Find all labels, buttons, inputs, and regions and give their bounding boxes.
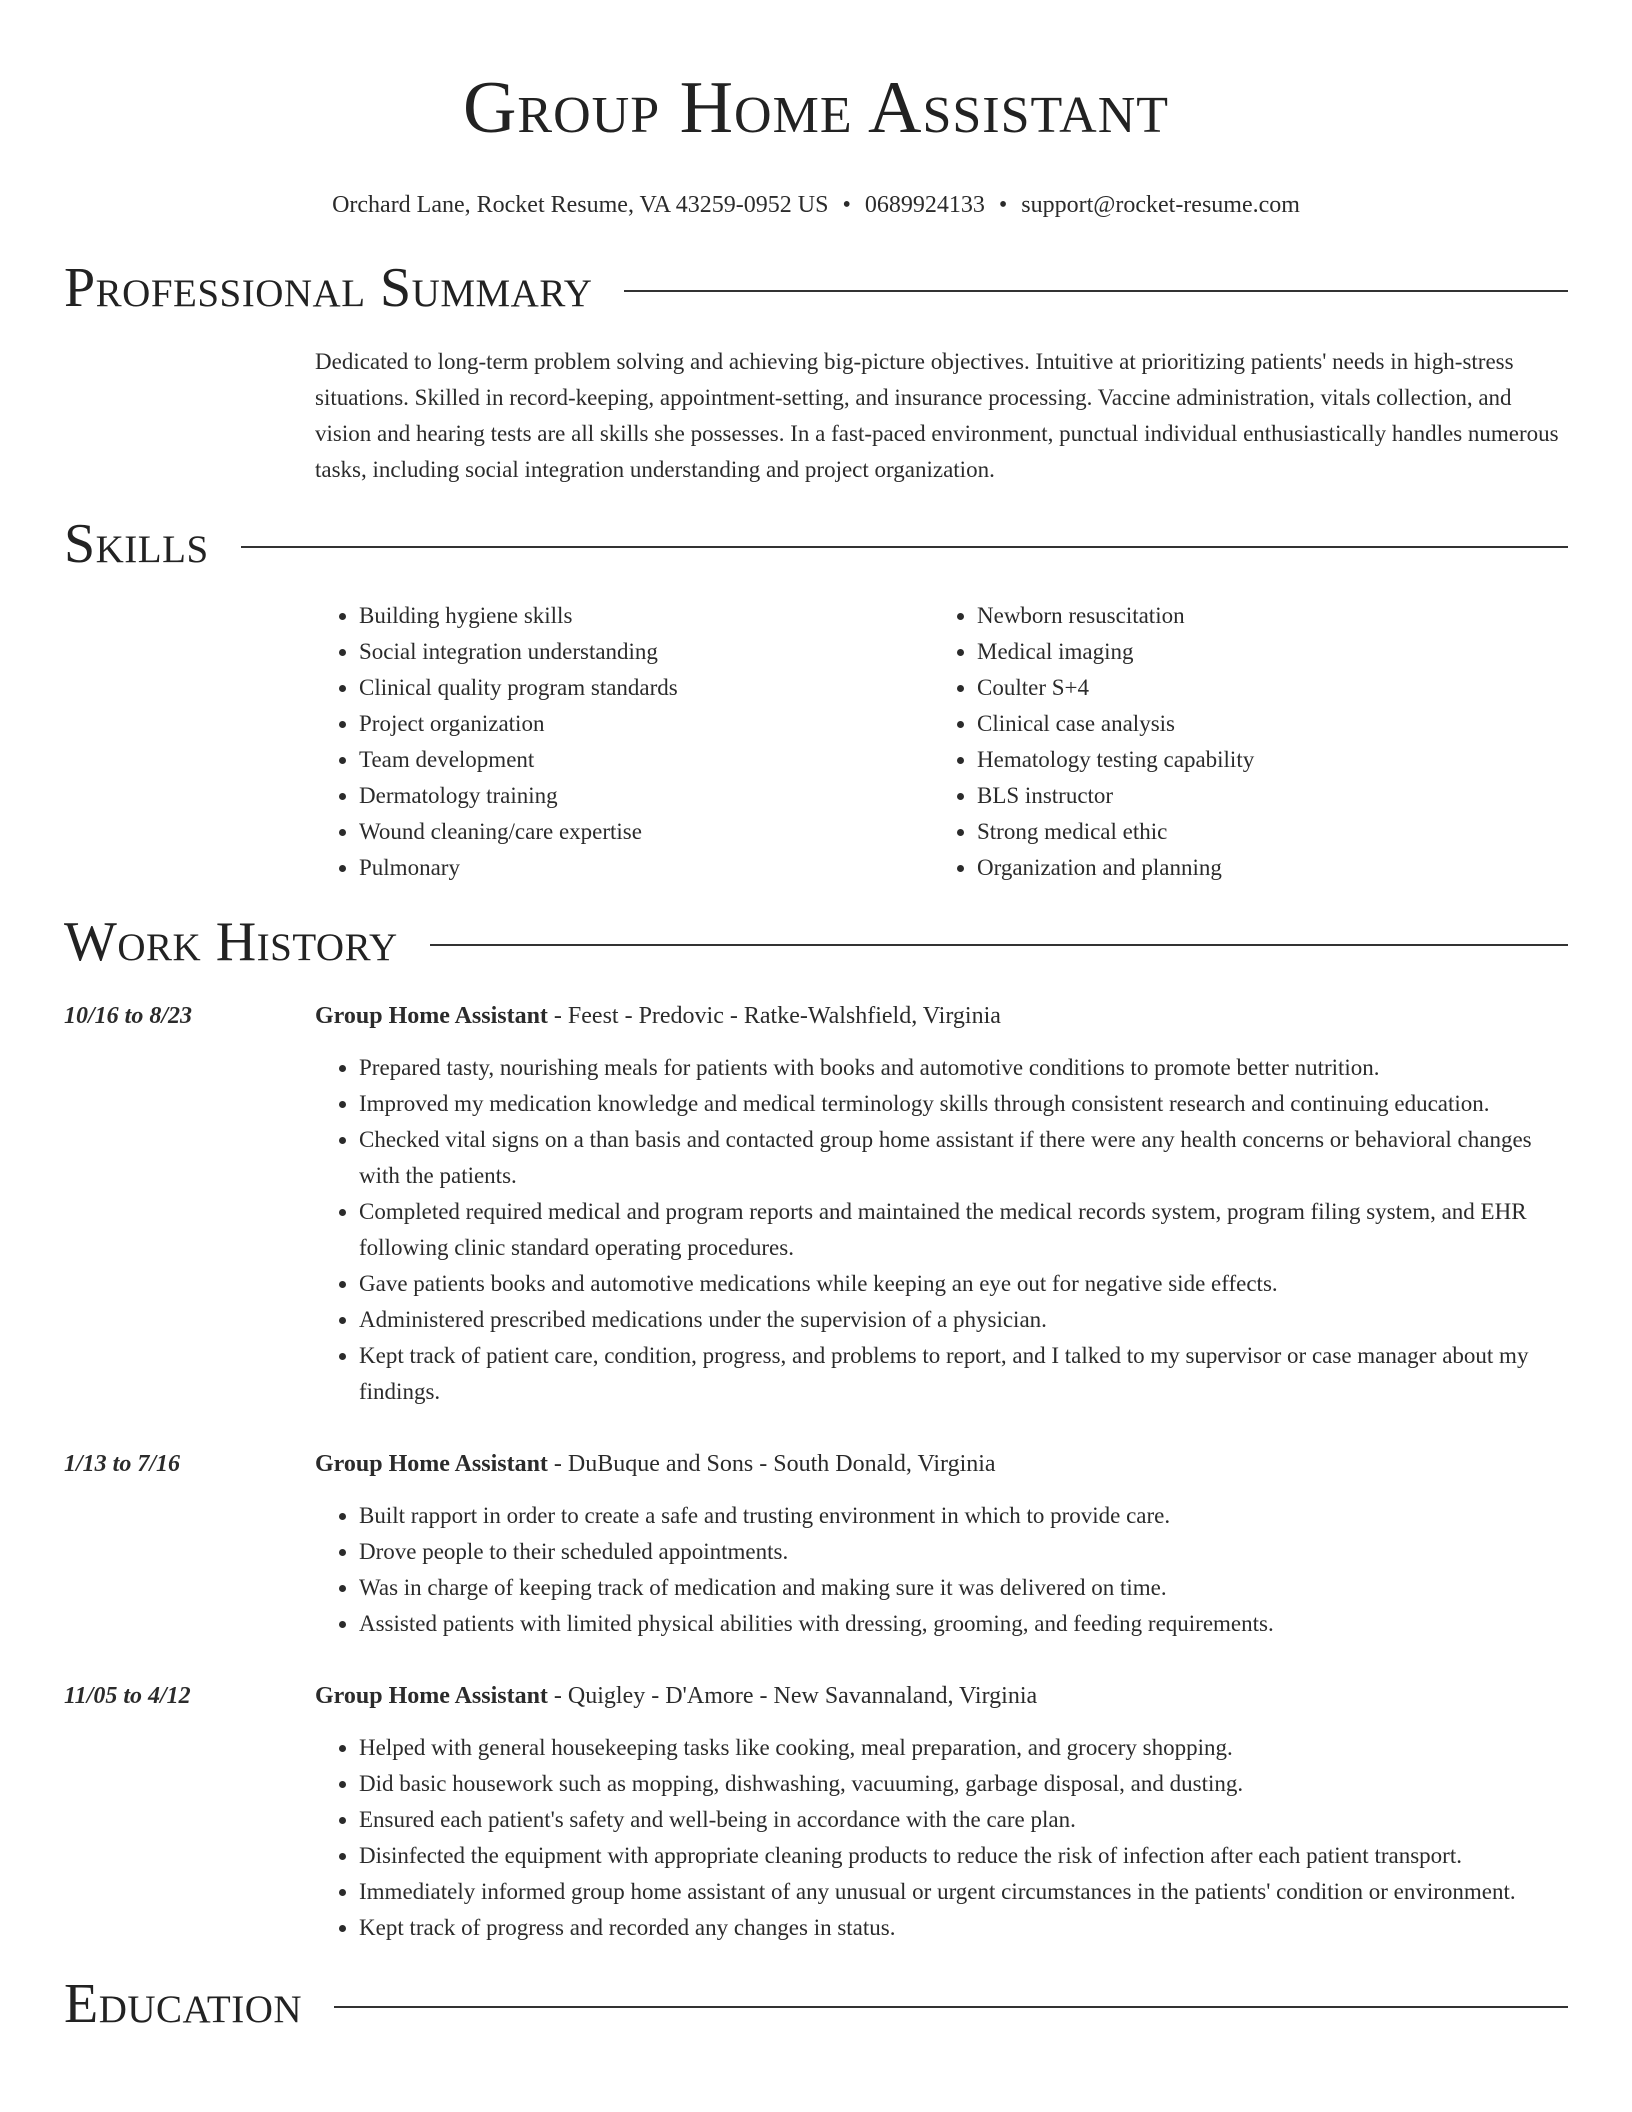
resume-name: Group Home Assistant bbox=[462, 67, 1170, 149]
job-bullet: • Administered prescribed medications under the supervision of a physician. bbox=[359, 1302, 1568, 1338]
job-bullet: • Built rapport in order to create a safe and trusting environment in which to provide care. bbox=[359, 1498, 1568, 1534]
job-entry bbox=[64, 998, 1568, 1410]
section-divider bbox=[241, 546, 1568, 548]
contact-address: Orchard Lane, Rocket Resume, VA 43259-0952 US bbox=[332, 192, 829, 218]
contact-line bbox=[64, 190, 1568, 220]
job-bullet: • Checked vital signs on a than basis and contacted group home assistant if there were any health concerns or behavioral changes with the patients. bbox=[359, 1122, 1568, 1194]
education-heading: Education bbox=[64, 1973, 303, 2035]
job-bullet: • Prepared tasty, nourishing meals for patients with books and automotive conditions to promote better nutrition. bbox=[359, 1050, 1568, 1086]
skill-item: • Building hygiene skills bbox=[359, 598, 933, 634]
skill-item: • Coulter S+4 bbox=[977, 670, 1551, 706]
skill-item: • BLS instructor bbox=[977, 778, 1551, 814]
job-title: Group Home Assistant bbox=[315, 1003, 548, 1029]
resume-page bbox=[64, 0, 1568, 2036]
summary-section-header bbox=[64, 256, 1568, 320]
job-title-line bbox=[315, 1678, 1568, 1714]
skills-column-left bbox=[315, 598, 933, 886]
job-bullet: • Assisted patients with limited physical abilities with dressing, grooming, and feeding requirements. bbox=[359, 1606, 1568, 1642]
skill-item: • Social integration understanding bbox=[359, 634, 933, 670]
skill-item: • Strong medical ethic bbox=[977, 814, 1551, 850]
contact-email: support@rocket-resume.com bbox=[1021, 192, 1300, 218]
work-section-header bbox=[64, 910, 1568, 974]
job-body bbox=[315, 1678, 1568, 1946]
skill-item: • Clinical quality program standards bbox=[359, 670, 933, 706]
skill-item: • Dermatology training bbox=[359, 778, 933, 814]
job-bullet: • Kept track of patient care, condition, progress, and problems to report, and I talked to my supervisor or case manager about my findings. bbox=[359, 1338, 1568, 1410]
skill-item: • Medical imaging bbox=[977, 634, 1551, 670]
skill-item: • Wound cleaning/care expertise bbox=[359, 814, 933, 850]
skills-list bbox=[315, 598, 1568, 886]
job-bullet: • Completed required medical and program reports and maintained the medical records system, program filing system, and EHR following clinic standard operating procedures. bbox=[359, 1194, 1568, 1266]
job-employer: - Feest - Predovic - Ratke-Walshfield, Virginia bbox=[547, 1003, 1001, 1029]
section-divider bbox=[334, 2006, 1568, 2008]
job-bullet: • Drove people to their scheduled appointments. bbox=[359, 1534, 1568, 1570]
skills-column-right bbox=[933, 598, 1551, 886]
job-bullet: • Did basic housework such as mopping, dishwashing, vacuuming, garbage disposal, and dusting. bbox=[359, 1766, 1568, 1802]
job-title-line bbox=[315, 1446, 1568, 1482]
skill-item: • Newborn resuscitation bbox=[977, 598, 1551, 634]
job-title-line bbox=[315, 998, 1568, 1034]
skills-heading: Skills bbox=[64, 513, 209, 575]
work-heading: Work History bbox=[64, 911, 398, 973]
summary-heading: Professional Summary bbox=[64, 257, 593, 319]
job-entry bbox=[64, 1446, 1568, 1642]
job-dates: 11/05 to 4/12 bbox=[64, 1683, 191, 1709]
job-dates: 1/13 to 7/16 bbox=[64, 1451, 181, 1477]
section-divider bbox=[624, 290, 1568, 292]
job-employer: - DuBuque and Sons - South Donald, Virginia bbox=[547, 1451, 996, 1477]
contact-phone: 0689924133 bbox=[864, 192, 985, 218]
job-bullet: • Helped with general housekeeping tasks like cooking, meal preparation, and grocery shopping. bbox=[359, 1730, 1568, 1766]
skill-item: • Project organization bbox=[359, 706, 933, 742]
skill-item: • Clinical case analysis bbox=[977, 706, 1551, 742]
skills-section-header bbox=[64, 512, 1568, 576]
job-title: Group Home Assistant bbox=[315, 1451, 548, 1477]
job-bullet: • Improved my medication knowledge and medical terminology skills through consistent research and continuing education. bbox=[359, 1086, 1568, 1122]
skill-item: • Team development bbox=[359, 742, 933, 778]
job-bullet: • Immediately informed group home assistant of any unusual or urgent circumstances in the patients' condition or environment. bbox=[359, 1874, 1568, 1910]
job-bullets bbox=[315, 1050, 1568, 1410]
job-bullet: • Was in charge of keeping track of medication and making sure it was delivered on time. bbox=[359, 1570, 1568, 1606]
job-bullet: • Disinfected the equipment with appropriate cleaning products to reduce the risk of infection after each patient transport. bbox=[359, 1838, 1568, 1874]
contact-separator: • bbox=[842, 192, 851, 218]
job-bullets bbox=[315, 1730, 1568, 1946]
job-bullets bbox=[315, 1498, 1568, 1642]
job-title: Group Home Assistant bbox=[315, 1683, 548, 1709]
job-entry bbox=[64, 1678, 1568, 1946]
skill-item: • Organization and planning bbox=[977, 850, 1551, 886]
job-bullet: • Ensured each patient's safety and well-being in accordance with the care plan. bbox=[359, 1802, 1568, 1838]
job-body bbox=[315, 1446, 1568, 1642]
section-divider bbox=[430, 944, 1568, 946]
skill-item: • Hematology testing capability bbox=[977, 742, 1551, 778]
contact-separator: • bbox=[998, 192, 1008, 218]
job-body bbox=[315, 998, 1568, 1410]
job-employer: - Quigley - D'Amore - New Savannaland, Virginia bbox=[547, 1683, 1038, 1709]
skill-item: • Pulmonary bbox=[359, 850, 933, 886]
job-bullet: • Kept track of progress and recorded any changes in status. bbox=[359, 1910, 1568, 1946]
summary-text: Dedicated to long-term problem solving and achieving big-picture objectives. Intuitive at prioritizing patients' needs in high-stress situations. Skilled in record-keeping, appointment-setting, and insurance processing. Vaccine administration, vitals collection, and vision and hearing tests are all skills she possesses. In a fast-paced environment, punctual individual enthusiastically handles numerous tasks, including social integration understanding and project organization. bbox=[315, 349, 1559, 482]
job-bullet: • Gave patients books and automotive medications while keeping an eye out for negative side effects. bbox=[359, 1266, 1568, 1302]
job-dates: 10/16 to 8/23 bbox=[64, 1003, 193, 1029]
education-section-header bbox=[64, 1972, 1568, 2036]
